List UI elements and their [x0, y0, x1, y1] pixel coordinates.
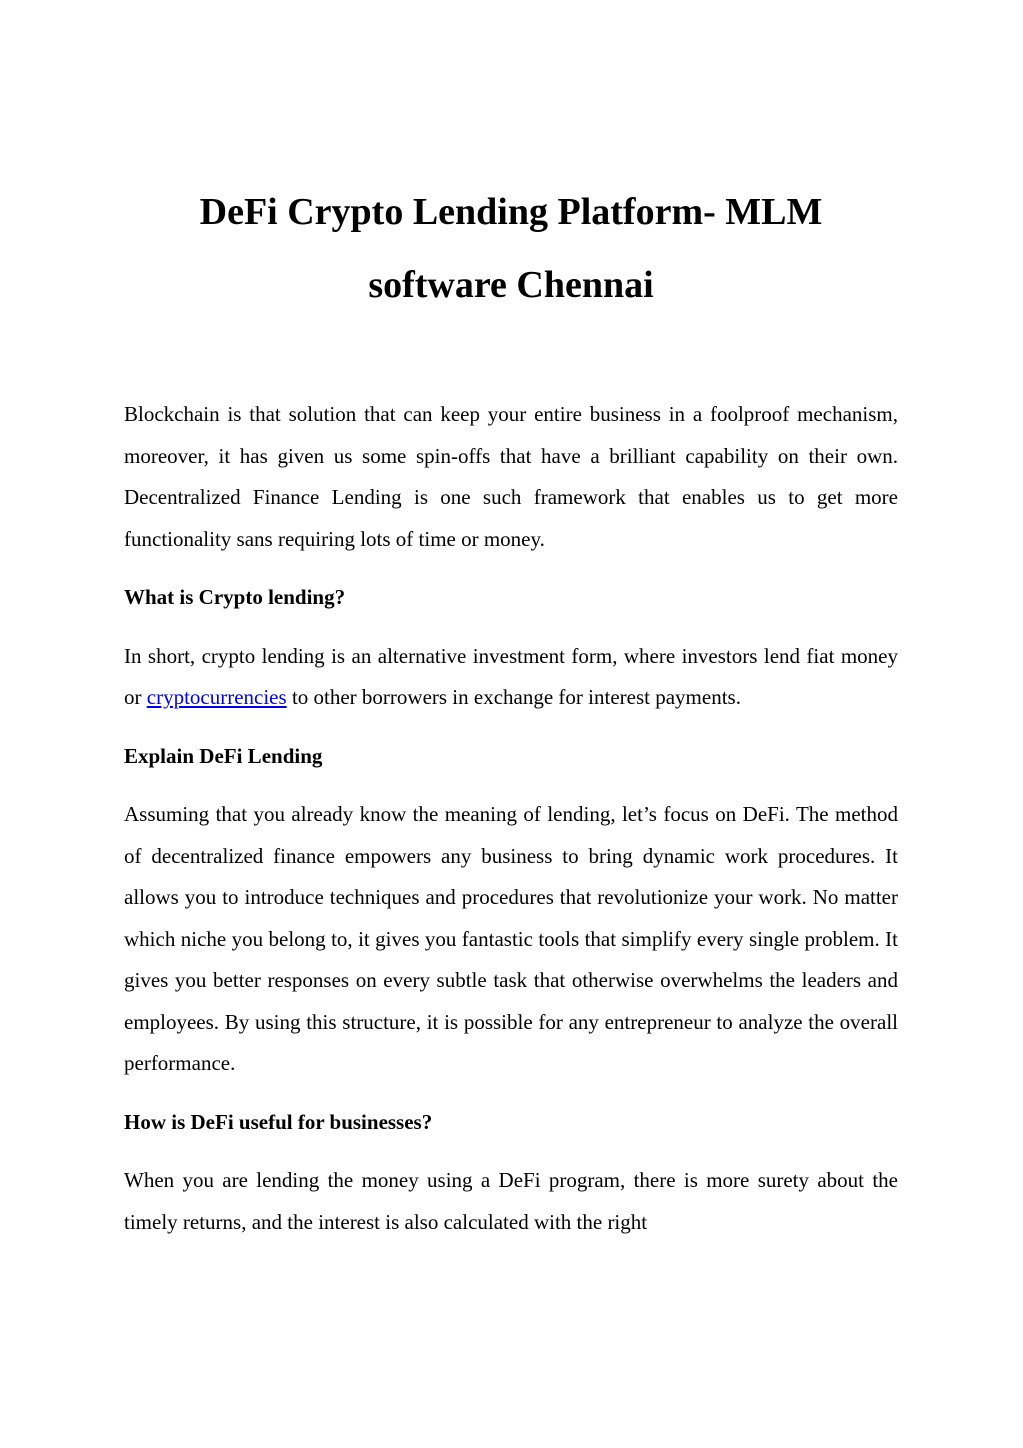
document-title — [124, 176, 898, 322]
defi-lending-paragraph: Assuming that you already know the meaning of lending, let’s focus on DeFi. The method of decentralized finance empowers any business to bring dynamic work procedures. It allows you to introduce techniques and procedures that revolutionize your work. No matter which niche you belong to, it gives you fantastic tools that simplify every single problem. It gives you better responses on every subtle task that otherwise overwhelms the leaders and employees. By using this structure, it is possible for any entrepreneur to analyze the overall performance. — [124, 802, 898, 1075]
crypto-lending-text-before-link: In short, crypto lending is an alternative investment form, where investors lend fiat money or — [124, 643, 898, 709]
section-heading-defi-businesses: How is DeFi useful for businesses? — [124, 1109, 433, 1134]
document-body — [124, 394, 898, 1260]
defi-businesses-paragraph: When you are lending the money using a DeFi program, there is more surety about the timely returns, and the interest is also calculated with the right — [124, 1168, 898, 1234]
crypto-lending-paragraph — [124, 636, 898, 719]
document-title-line-1: DeFi Crypto Lending Platform- MLM — [199, 191, 823, 233]
intro-paragraph: Blockchain is that solution that can keep your entire business in a foolproof mechanism, moreover, it has given us some spin-offs that have a brilliant capability on their own. Decentralized Finance Lending is one such framework that enables us to get more functionality sans requiring lots of time or money. — [124, 402, 898, 551]
cryptocurrencies-link[interactable]: cryptocurrencies — [146, 685, 287, 709]
crypto-lending-text-after-link: to other borrowers in exchange for interest payments. — [291, 685, 741, 709]
section-heading-crypto-lending: What is Crypto lending? — [124, 585, 346, 609]
document-title-line-2: software Chennai — [368, 264, 654, 306]
section-heading-defi-lending: Explain DeFi Lending — [124, 743, 323, 768]
